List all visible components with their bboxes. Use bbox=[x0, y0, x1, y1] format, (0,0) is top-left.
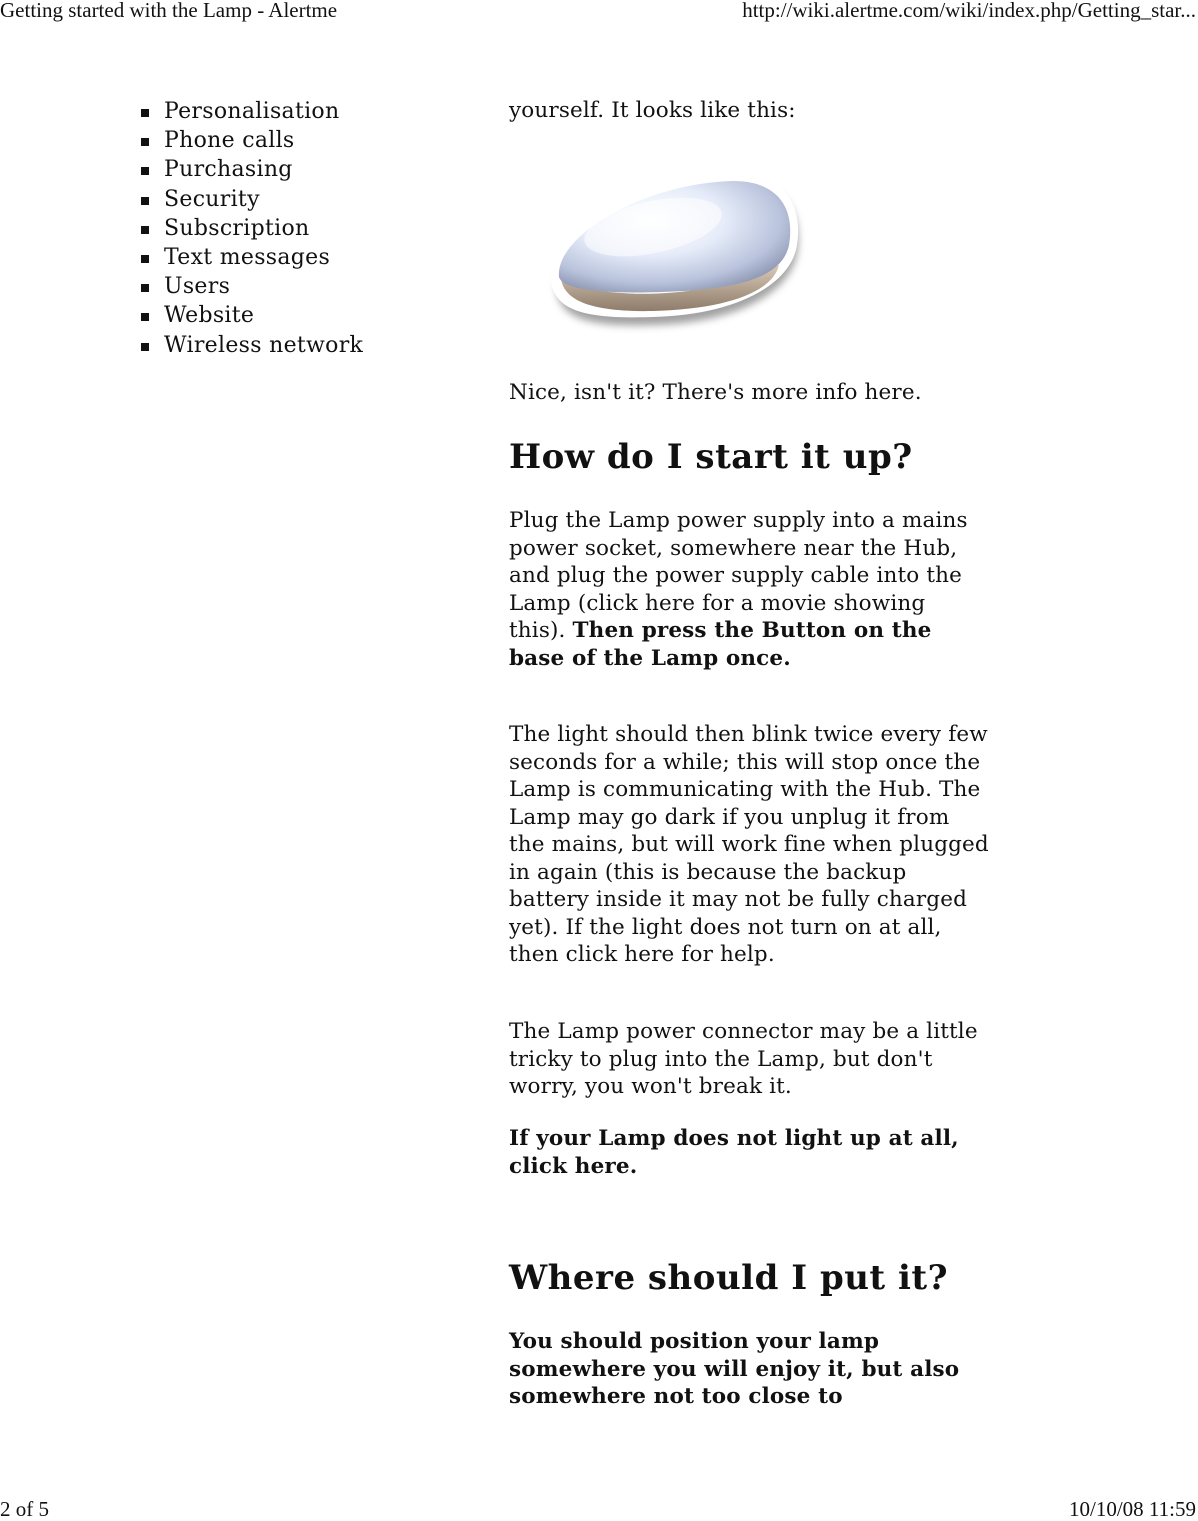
plug-paragraph bbox=[509, 507, 969, 672]
intro-text: yourself. It looks like this: bbox=[509, 98, 796, 123]
print-header-url: http://wiki.alertme.com/wiki/index.php/Getting_star... bbox=[742, 0, 1196, 22]
square-bullet-icon bbox=[141, 109, 149, 117]
heading-start-up: How do I start it up? bbox=[509, 437, 913, 477]
heading-where-to-put: Where should I put it? bbox=[509, 1258, 949, 1298]
sidebar-list bbox=[140, 97, 470, 360]
square-bullet-icon bbox=[141, 138, 149, 146]
connector-paragraph: The Lamp power connector may be a little tricky to plug into the Lamp, but don't worry, you won't break it. bbox=[509, 1019, 978, 1099]
sidebar-item-purchasing[interactable] bbox=[140, 155, 470, 184]
square-bullet-icon bbox=[141, 284, 149, 292]
sidebar-link[interactable]: Subscription bbox=[164, 215, 310, 241]
sidebar-item-users[interactable] bbox=[140, 272, 470, 301]
print-footer-datetime: 10/10/08 11:59 bbox=[1069, 1497, 1196, 1521]
plug-text: Plug the Lamp power supply into a mains power socket, somewhere near the Hub, and plug the power supply cable into the Lamp (click here for a movie showing this). bbox=[509, 508, 968, 643]
print-footer-page: 2 of 5 bbox=[0, 1497, 49, 1521]
sidebar-item-text-messages[interactable] bbox=[140, 243, 470, 272]
sidebar-item-subscription[interactable] bbox=[140, 214, 470, 243]
sidebar-link[interactable]: Phone calls bbox=[164, 128, 295, 154]
sidebar-link[interactable]: Text messages bbox=[164, 245, 331, 271]
square-bullet-icon bbox=[141, 167, 149, 175]
sidebar-link[interactable]: Security bbox=[164, 186, 260, 212]
position-paragraph: You should position your lamp somewhere you will enjoy it, but also somewhere not too close to bbox=[509, 1329, 960, 1409]
sidebar-link[interactable]: Wireless network bbox=[164, 332, 364, 358]
sidebar-link[interactable]: Users bbox=[164, 274, 231, 300]
sidebar-link[interactable]: Website bbox=[164, 303, 255, 329]
sidebar-item-personalisation[interactable] bbox=[140, 97, 470, 126]
square-bullet-icon bbox=[141, 343, 149, 351]
sidebar-nav bbox=[140, 97, 470, 360]
plug-bold-text: Then press the Button on the base of the Lamp once. bbox=[509, 618, 932, 671]
sidebar-link[interactable]: Purchasing bbox=[164, 157, 293, 183]
sidebar-item-security[interactable] bbox=[140, 185, 470, 214]
nice-text bbox=[509, 379, 989, 407]
no-light-help-paragraph: If your Lamp does not light up at all, click here. bbox=[509, 1126, 959, 1179]
print-header-title: Getting started with the Lamp - Alertme bbox=[0, 0, 338, 22]
lamp-image bbox=[533, 167, 809, 345]
square-bullet-icon bbox=[141, 255, 149, 263]
sidebar-item-phone-calls[interactable] bbox=[140, 126, 470, 155]
sidebar-item-wireless-network[interactable] bbox=[140, 331, 470, 360]
sidebar-link[interactable]: Personalisation bbox=[164, 99, 340, 124]
square-bullet-icon bbox=[141, 313, 149, 321]
square-bullet-icon bbox=[141, 226, 149, 234]
square-bullet-icon bbox=[141, 197, 149, 205]
sidebar-item-website[interactable] bbox=[140, 301, 470, 330]
nice-text-content: Nice, isn't it? There's more info here. bbox=[509, 380, 922, 405]
light-paragraph: The light should then blink twice every few seconds for a while; this will stop once the Lamp is communicating with the Hub. The Lamp may go dark if you unplug it from the mains, but will work fine when plugged in again (this is because the backup battery inside it may not be fully charged yet). If the light does not turn on at all, then click here for help. bbox=[509, 722, 989, 967]
